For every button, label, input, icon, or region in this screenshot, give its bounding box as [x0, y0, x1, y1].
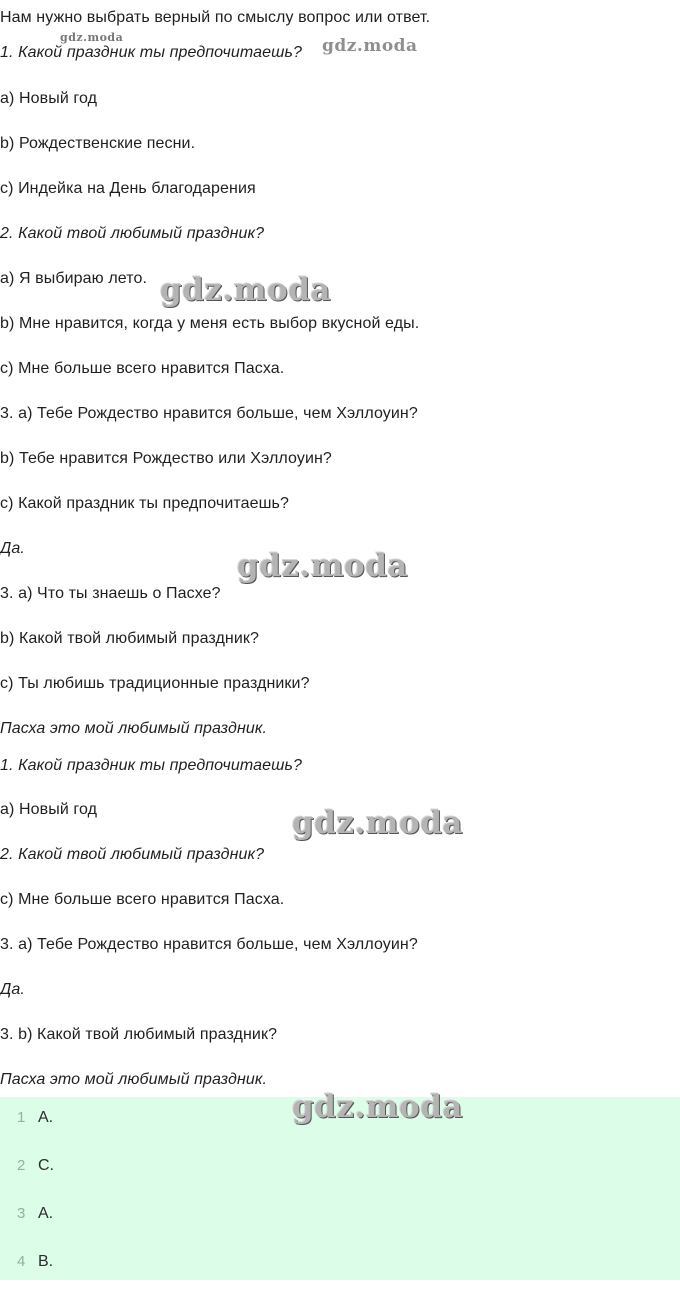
question-1-heading: 1. Какой праздник ты предпочитаешь?: [0, 44, 302, 61]
answer-3-text: Да.: [0, 540, 25, 557]
option-3c: c) Какой праздник ты предпочитаешь?: [0, 495, 289, 512]
answer-value: C.: [38, 1157, 54, 1174]
option-3b: b) Тебе нравится Рождество или Хэллоуин?: [0, 450, 332, 467]
watermark-logo: gdz.moda: [160, 272, 331, 308]
option-1b: b) Рождественские песни.: [0, 135, 196, 152]
summary-question-3: 3. a) Тебе Рождество нравится больше, чем Хэллоуин?: [0, 936, 418, 953]
option-1a: a) Новый год: [0, 90, 98, 107]
option-4a: 3. a) Что ты знаешь о Пасхе?: [0, 585, 221, 602]
answer-value: A.: [38, 1205, 54, 1222]
intro-text: Нам нужно выбрать верный по смыслу вопрос или ответ.: [0, 9, 431, 26]
option-2c: c) Мне больше всего нравится Пасха.: [0, 360, 285, 377]
answer-number: 3: [17, 1205, 26, 1222]
answer-value: B.: [38, 1253, 54, 1270]
answer-4-text: Пасха это мой любимый праздник.: [0, 720, 268, 737]
summary-question-1: 1. Какой праздник ты предпочитаешь?: [0, 757, 302, 774]
question-2-heading: 2. Какой твой любимый праздник?: [0, 225, 265, 242]
option-2a: a) Я выбираю лето.: [0, 270, 148, 287]
answer-number: 2: [17, 1157, 26, 1174]
watermark-logo: gdz.moda: [322, 36, 418, 56]
option-3a: 3. a) Тебе Рождество нравится больше, чем Хэллоуин?: [0, 405, 418, 422]
answer-number: 1: [17, 1109, 26, 1126]
option-4b: b) Какой твой любимый праздник?: [0, 630, 259, 647]
watermark-logo: gdz.moda: [292, 805, 463, 841]
watermark-logo: gdz.moda: [60, 31, 124, 44]
summary-answer-3: Да.: [0, 981, 25, 998]
watermark-logo: gdz.moda: [292, 1089, 463, 1125]
summary-question-2: 2. Какой твой любимый праздник?: [0, 846, 265, 863]
option-2b: b) Мне нравится, когда у меня есть выбор вкусной еды.: [0, 315, 420, 332]
option-4c: c) Ты любишь традиционные праздники?: [0, 675, 310, 692]
summary-answer-2: c) Мне больше всего нравится Пасха.: [0, 891, 285, 908]
summary-answer-1: a) Новый год: [0, 801, 98, 818]
option-1c: c) Индейка на День благодарения: [0, 180, 256, 197]
answer-number: 4: [17, 1253, 26, 1270]
summary-question-4: 3. b) Какой твой любимый праздник?: [0, 1026, 278, 1043]
answer-value: A.: [38, 1109, 54, 1126]
summary-answer-4: Пасха это мой любимый праздник.: [0, 1071, 268, 1088]
watermark-logo: gdz.moda: [237, 548, 408, 584]
